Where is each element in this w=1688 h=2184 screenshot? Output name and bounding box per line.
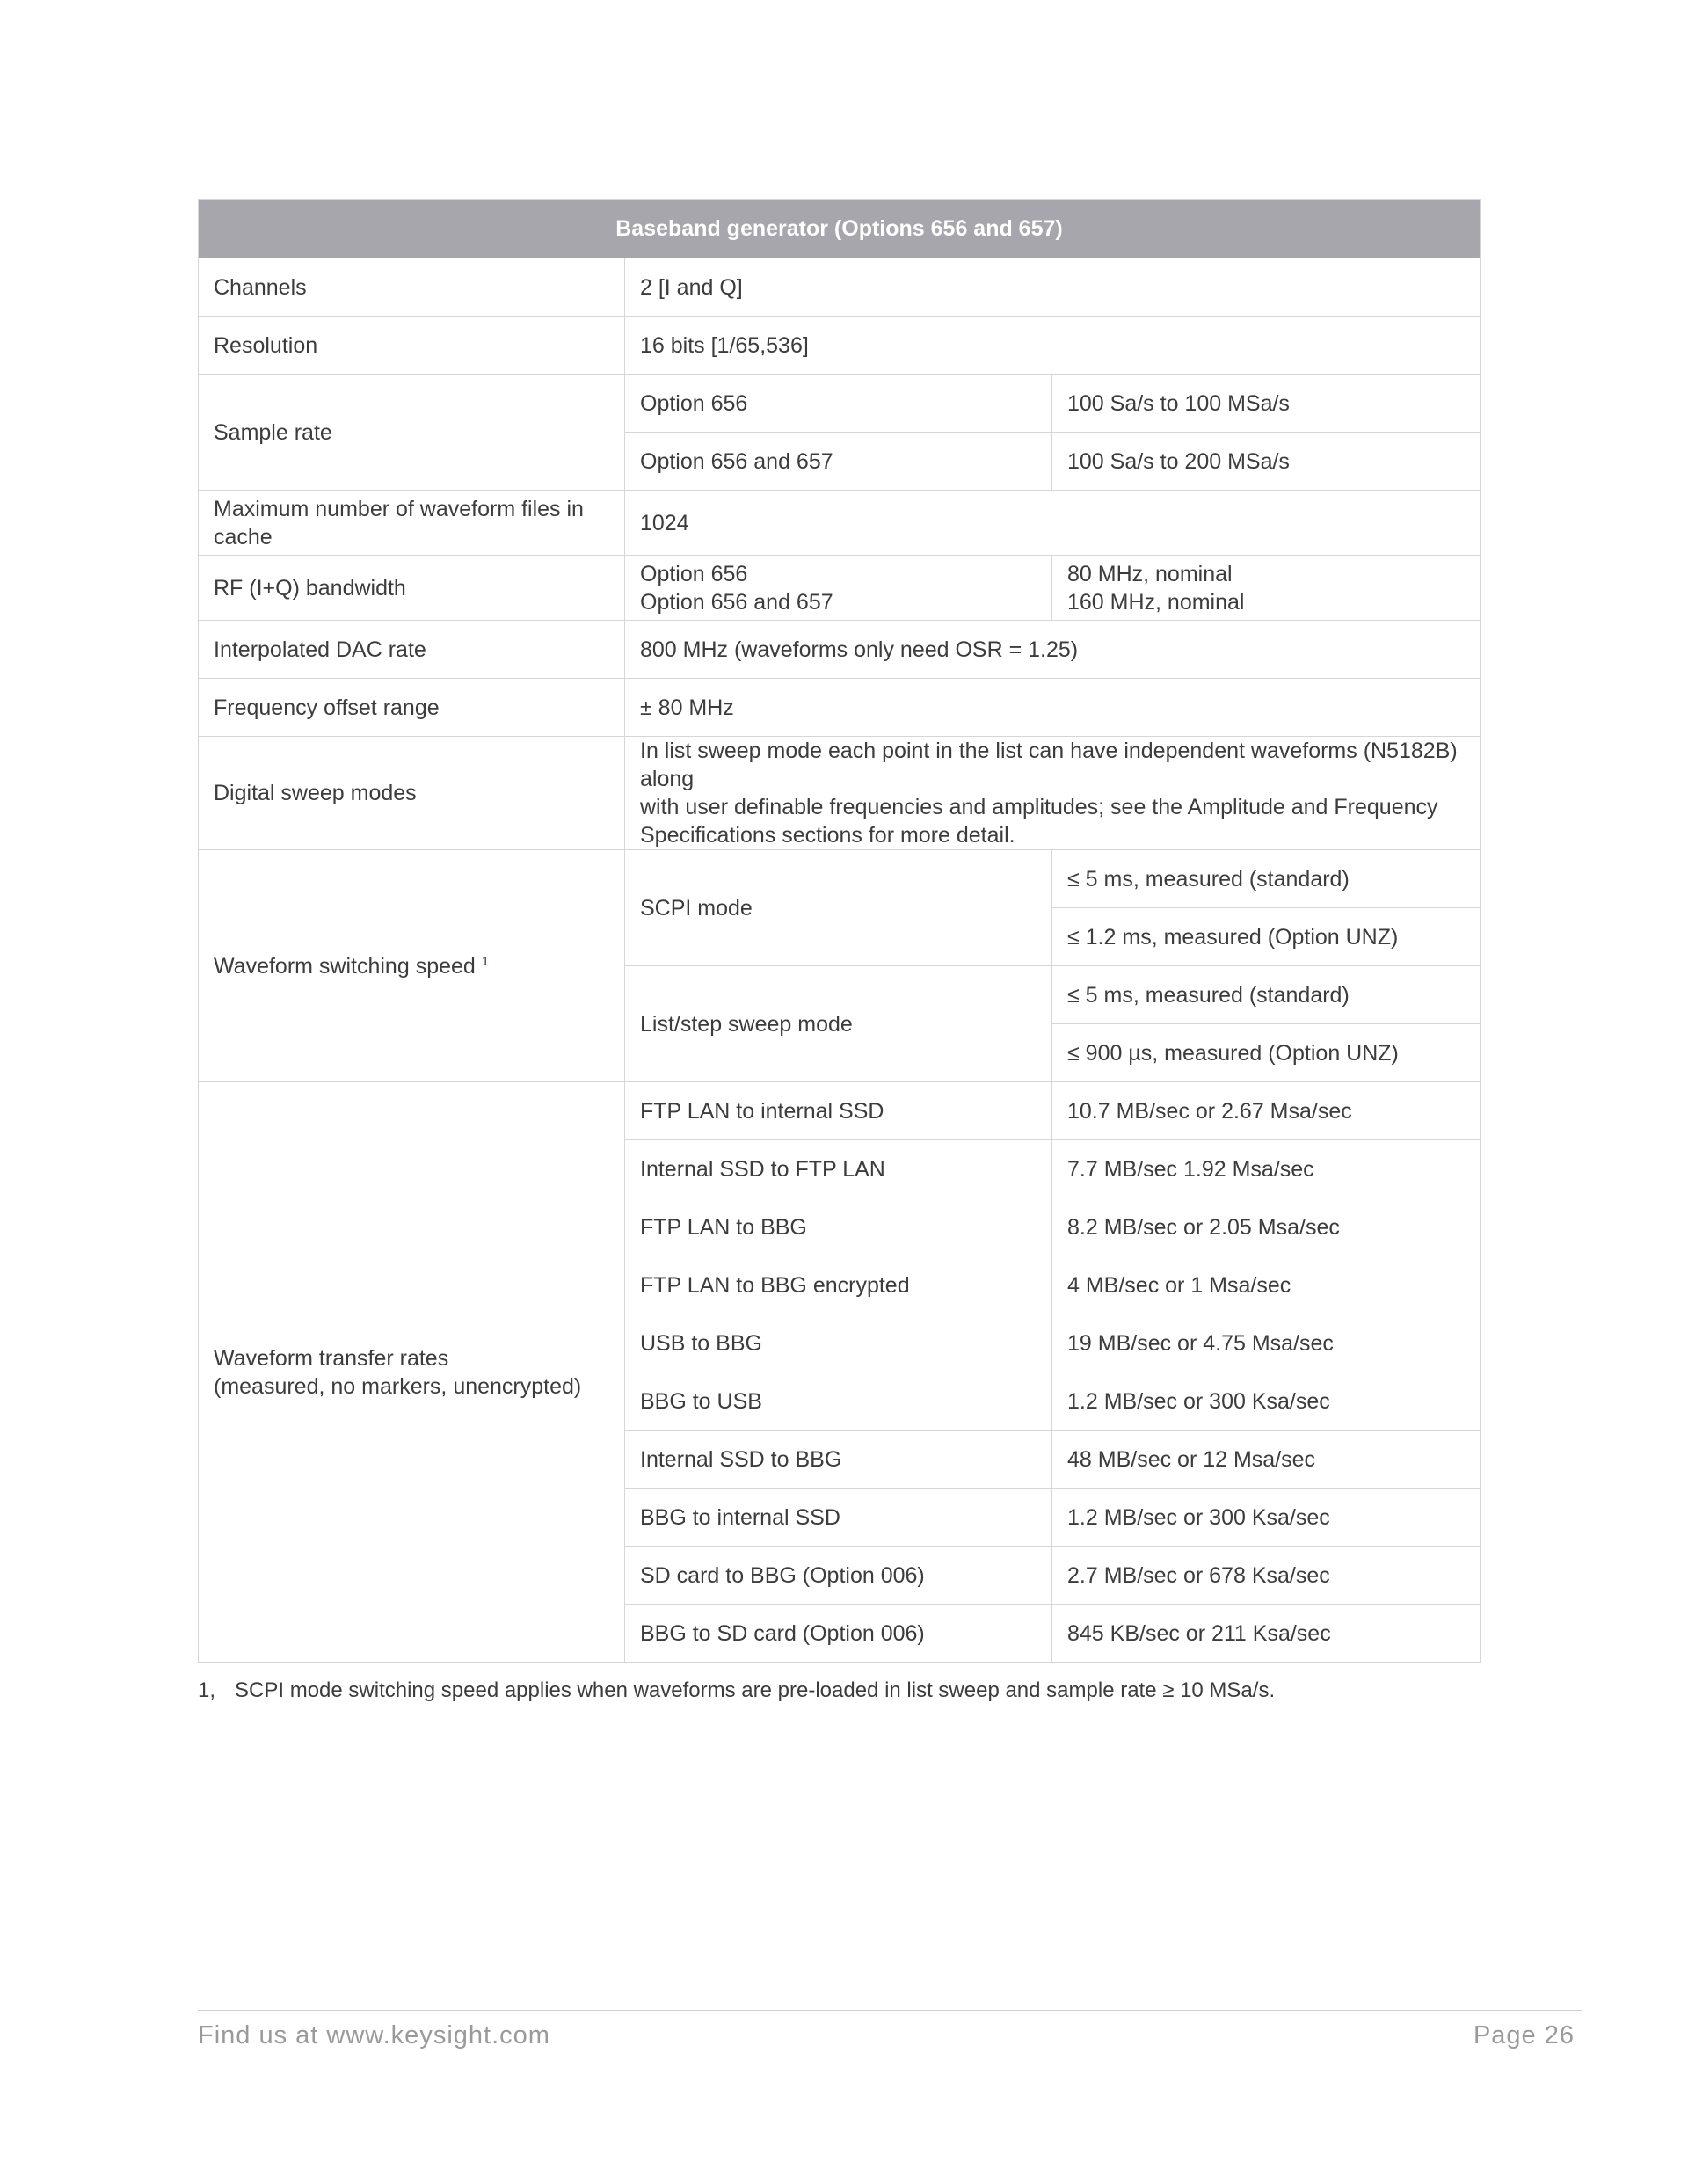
table-row <box>199 375 1481 433</box>
transfer-rate: 1.2 MB/sec or 300 Ksa/sec <box>1052 1372 1481 1431</box>
row-value-channels: 2 [I and Q] <box>625 258 1481 317</box>
transfer-path: USB to BBG <box>625 1314 1052 1372</box>
text-line: with user definable frequencies and amplitudes; see the Amplitude and Frequency <box>640 795 1438 819</box>
text-line: In list sweep mode each point in the list can have independent waveforms (N5182B) along <box>640 739 1458 791</box>
footnote-number: 1, <box>198 1678 216 1702</box>
row-value-dac-rate: 800 MHz (waveforms only need OSR = 1.25) <box>625 621 1481 679</box>
table-row <box>199 621 1481 679</box>
label-line: Waveform transfer rates <box>214 1345 449 1371</box>
row-label-resolution: Resolution <box>199 317 625 375</box>
label-line: Maximum number of waveform files in <box>214 496 584 521</box>
sample-rate-option: Option 656 <box>625 375 1052 433</box>
transfer-rate: 10.7 MB/sec or 2.67 Msa/sec <box>1052 1082 1481 1140</box>
row-label-dac-rate: Interpolated DAC rate <box>199 621 625 679</box>
row-value-max-waveform-files: 1024 <box>625 491 1481 556</box>
table-header-row <box>199 200 1481 258</box>
transfer-rate: 4 MB/sec or 1 Msa/sec <box>1052 1256 1481 1314</box>
transfer-path: Internal SSD to BBG <box>625 1431 1052 1489</box>
row-label-max-waveform-files <box>199 491 625 556</box>
transfer-path: Internal SSD to FTP LAN <box>625 1140 1052 1198</box>
label-line: cache <box>214 524 273 550</box>
option-line: Option 656 <box>640 561 748 586</box>
scpi-mode-standard: ≤ 5 ms, measured (standard) <box>1052 850 1481 908</box>
list-sweep-standard: ≤ 5 ms, measured (standard) <box>1052 966 1481 1024</box>
transfer-path: SD card to BBG (Option 006) <box>625 1547 1052 1605</box>
page-number: Page 26 <box>1473 2021 1575 2049</box>
row-value-digital-sweep <box>625 737 1481 850</box>
footnote-text: SCPI mode switching speed applies when waveforms are pre-loaded in list sweep and sample rate ≥ 10 MSa/s. <box>235 1678 1276 1702</box>
switching-speed-label: Waveform switching speed <box>214 953 476 979</box>
sample-rate-value: 100 Sa/s to 200 MSa/s <box>1052 433 1481 491</box>
footnote-ref: 1 <box>481 953 490 969</box>
footer-divider <box>198 2010 1582 2011</box>
transfer-path: BBG to SD card (Option 006) <box>625 1605 1052 1663</box>
transfer-path: BBG to internal SSD <box>625 1489 1052 1547</box>
row-label-channels: Channels <box>199 258 625 317</box>
value-line: 160 MHz, nominal <box>1067 589 1245 615</box>
table-row <box>199 491 1481 556</box>
table-row <box>199 317 1481 375</box>
row-value-resolution: 16 bits [1/65,536] <box>625 317 1481 375</box>
transfer-rate: 19 MB/sec or 4.75 Msa/sec <box>1052 1314 1481 1372</box>
label-line: (measured, no markers, unencrypted) <box>214 1373 582 1399</box>
rf-bandwidth-values <box>1052 556 1481 621</box>
transfer-path: FTP LAN to BBG <box>625 1198 1052 1256</box>
text-line: Specifications sections for more detail. <box>640 823 1015 848</box>
table-title: Baseband generator (Options 656 and 657) <box>199 200 1481 258</box>
table-row <box>199 737 1481 850</box>
list-sweep-option-unz: ≤ 900 µs, measured (Option UNZ) <box>1052 1024 1481 1082</box>
sample-rate-value: 100 Sa/s to 100 MSa/s <box>1052 375 1481 433</box>
table-row <box>199 679 1481 737</box>
value-line: 80 MHz, nominal <box>1067 561 1233 586</box>
footer-website: Find us at www.keysight.com <box>198 2021 550 2049</box>
row-label-freq-offset: Frequency offset range <box>199 679 625 737</box>
sample-rate-option: Option 656 and 657 <box>625 433 1052 491</box>
footnote <box>198 1678 1275 1703</box>
transfer-rate: 1.2 MB/sec or 300 Ksa/sec <box>1052 1489 1481 1547</box>
transfer-rate: 845 KB/sec or 211 Ksa/sec <box>1052 1605 1481 1663</box>
rf-bandwidth-options <box>625 556 1052 621</box>
transfer-rate: 7.7 MB/sec 1.92 Msa/sec <box>1052 1140 1481 1198</box>
option-line: Option 656 and 657 <box>640 589 833 615</box>
table-row <box>199 850 1481 908</box>
spec-table <box>198 199 1481 1663</box>
table-row <box>199 556 1481 621</box>
transfer-path: FTP LAN to BBG encrypted <box>625 1256 1052 1314</box>
row-label-switching-speed <box>199 850 625 1082</box>
transfer-path: FTP LAN to internal SSD <box>625 1082 1052 1140</box>
scpi-mode-label: SCPI mode <box>625 850 1052 966</box>
transfer-path: BBG to USB <box>625 1372 1052 1431</box>
transfer-rate: 2.7 MB/sec or 678 Ksa/sec <box>1052 1547 1481 1605</box>
transfer-rate: 8.2 MB/sec or 2.05 Msa/sec <box>1052 1198 1481 1256</box>
row-label-rf-bandwidth: RF (I+Q) bandwidth <box>199 556 625 621</box>
table-row <box>199 258 1481 317</box>
transfer-rate: 48 MB/sec or 12 Msa/sec <box>1052 1431 1481 1489</box>
table-row <box>199 1082 1481 1140</box>
row-label-digital-sweep: Digital sweep modes <box>199 737 625 850</box>
list-sweep-mode-label: List/step sweep mode <box>625 966 1052 1082</box>
row-label-transfer-rates <box>199 1082 625 1663</box>
row-value-freq-offset: ± 80 MHz <box>625 679 1481 737</box>
row-label-sample-rate: Sample rate <box>199 375 625 491</box>
scpi-mode-option-unz: ≤ 1.2 ms, measured (Option UNZ) <box>1052 908 1481 966</box>
